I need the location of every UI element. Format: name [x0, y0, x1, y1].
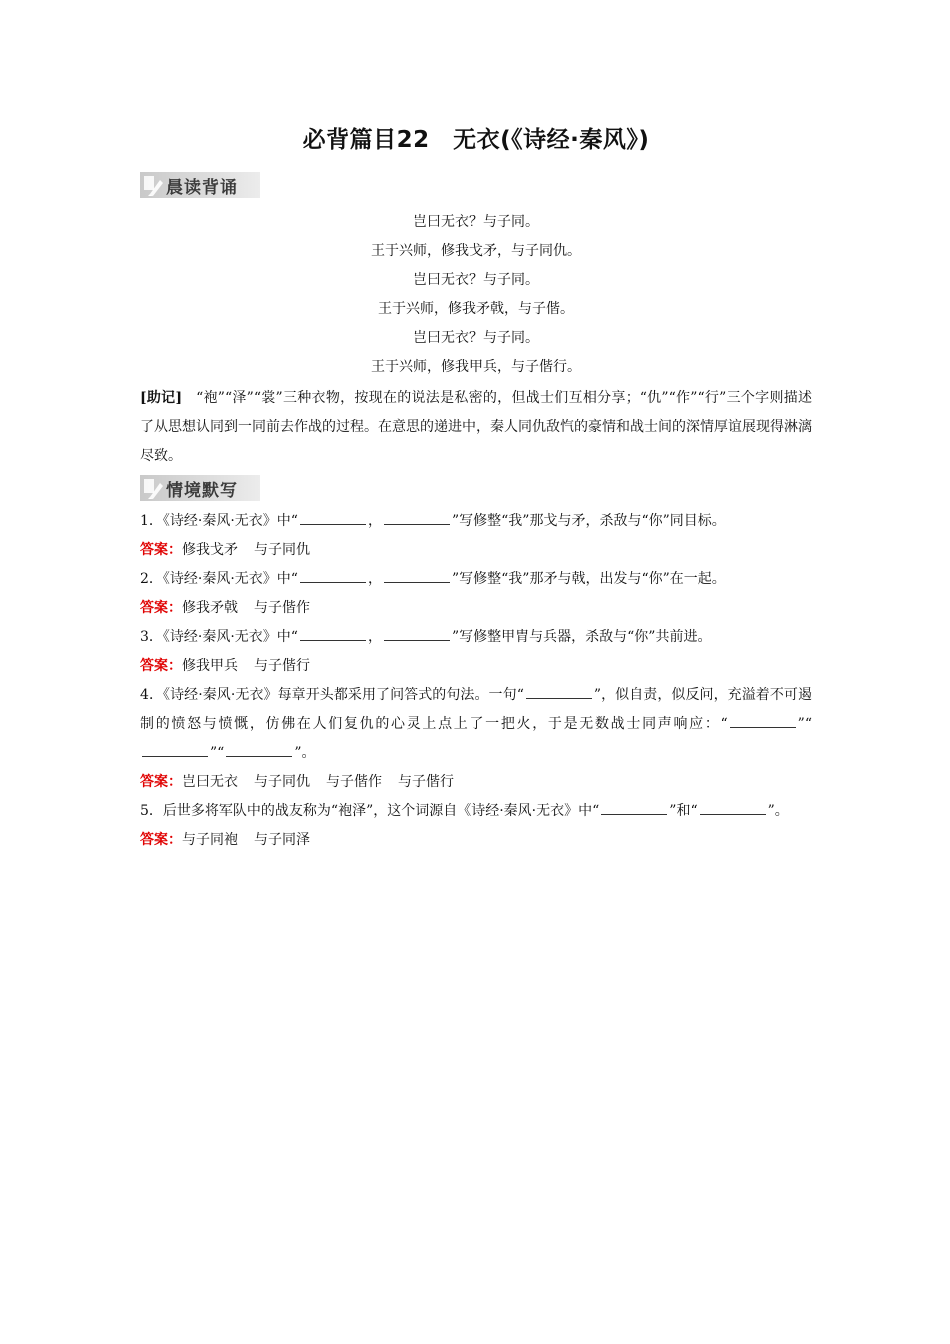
pencil-icon — [140, 475, 166, 501]
note-text: “袍”“泽”“裳”三种衣物，按现在的说法是私密的，但战士们互相分享；“仇”“作”“行”三个字则描述了从思想认同到一同前去作战的过程。在意思的递进中，秦人同仇敌忾的豪情和战士间的深情厚谊展现得淋漓尽致。 — [140, 390, 812, 464]
answer-blank[interactable] — [526, 684, 592, 699]
answer-text: 修我戈矛 — [182, 542, 238, 558]
section-header-recite — [140, 172, 260, 198]
answer-text: 与子同仇 — [254, 542, 310, 558]
answer-3 — [140, 652, 812, 681]
question-text: 1．《诗经·秦风·无衣》中“ — [140, 513, 298, 529]
answer-label: 答案： — [140, 832, 182, 848]
answer-text: 与子偕作 — [326, 774, 382, 790]
poem-line: 岂曰无衣？与子同。 — [413, 330, 539, 346]
answer-blank[interactable] — [300, 626, 366, 641]
section-header-dictation — [140, 475, 260, 501]
answer-blank[interactable] — [226, 742, 292, 757]
section-label: 情境默写 — [166, 480, 238, 501]
question-2 — [140, 565, 812, 594]
poem-line: 王于兴师，修我戈矛，与子同仇。 — [371, 243, 581, 259]
question-text: ”写修整“我”那矛与戟，出发与“你”在一起。 — [451, 571, 726, 587]
poem-line: 岂曰无衣？与子同。 — [413, 214, 539, 230]
question-text: ， — [367, 629, 382, 645]
poem-line: 岂曰无衣？与子同。 — [413, 272, 539, 288]
question-text: ， — [367, 513, 382, 529]
answer-blank[interactable] — [384, 626, 450, 641]
answer-label: 答案： — [140, 774, 182, 790]
question-5 — [140, 797, 812, 826]
answer-blank[interactable] — [384, 568, 450, 583]
answer-text: 与子偕作 — [254, 600, 310, 616]
answer-text: 与子偕行 — [254, 658, 310, 674]
question-text: ”。 — [767, 803, 789, 819]
answer-label: 答案： — [140, 542, 182, 558]
poem-line: 王于兴师，修我矛戟，与子偕。 — [378, 301, 574, 317]
question-text: ”写修整“我”那戈与矛，杀敌与“你”同目标。 — [451, 513, 726, 529]
question-text: ”“ — [797, 716, 812, 732]
answer-text: 修我甲兵 — [182, 658, 238, 674]
section-label: 晨读背诵 — [166, 177, 238, 198]
question-text: ， — [367, 571, 382, 587]
question-text: ”。 — [294, 745, 316, 761]
answer-blank[interactable] — [601, 800, 667, 815]
answer-blank[interactable] — [300, 568, 366, 583]
question-4 — [140, 681, 812, 768]
pencil-icon — [140, 172, 166, 198]
question-text: 3．《诗经·秦风·无衣》中“ — [140, 629, 298, 645]
answer-blank[interactable] — [730, 713, 796, 728]
page-title: 必背篇目22 无衣(《诗经·秦风》) — [302, 127, 650, 153]
question-text: ”，似自责，似反问，充溢着不可遏制的愤怒与愤慨，仿佛在人们复仇的心灵上点上了一把火，于是无数战士同声响应：“ — [140, 687, 812, 732]
answer-text: 岂曰无衣 — [182, 774, 238, 790]
answer-text: 修我矛戟 — [182, 600, 238, 616]
memory-aid-note — [140, 384, 812, 471]
answer-text: 与子同仇 — [254, 774, 310, 790]
answer-blank[interactable] — [700, 800, 766, 815]
poem-line: 王于兴师，修我甲兵，与子偕行。 — [371, 359, 581, 375]
question-text: 4．《诗经·秦风·无衣》每章开头都采用了问答式的句法。一句“ — [140, 687, 524, 703]
answer-5 — [140, 826, 812, 855]
poem-text — [140, 208, 812, 382]
answer-4 — [140, 768, 812, 797]
answer-2 — [140, 594, 812, 623]
answer-blank[interactable] — [142, 742, 208, 757]
answer-text: 与子偕行 — [398, 774, 454, 790]
question-text: 5．后世多将军队中的战友称为“袍泽”，这个词源自《诗经·秦风·无衣》中“ — [140, 803, 600, 819]
question-text: 2．《诗经·秦风·无衣》中“ — [140, 571, 298, 587]
answer-blank[interactable] — [384, 510, 450, 525]
note-label: [助记] — [140, 390, 183, 406]
question-text: ”和“ — [669, 803, 698, 819]
question-1 — [140, 507, 812, 536]
question-3 — [140, 623, 812, 652]
answer-text: 与子同袍 — [182, 832, 238, 848]
answer-1 — [140, 536, 812, 565]
answer-text: 与子同泽 — [254, 832, 310, 848]
question-text: ”“ — [210, 745, 225, 761]
question-text: ”写修整甲胄与兵器，杀敌与“你”共前进。 — [451, 629, 712, 645]
answer-label: 答案： — [140, 600, 182, 616]
answer-blank[interactable] — [300, 510, 366, 525]
answer-label: 答案： — [140, 658, 182, 674]
document-page — [140, 120, 812, 855]
